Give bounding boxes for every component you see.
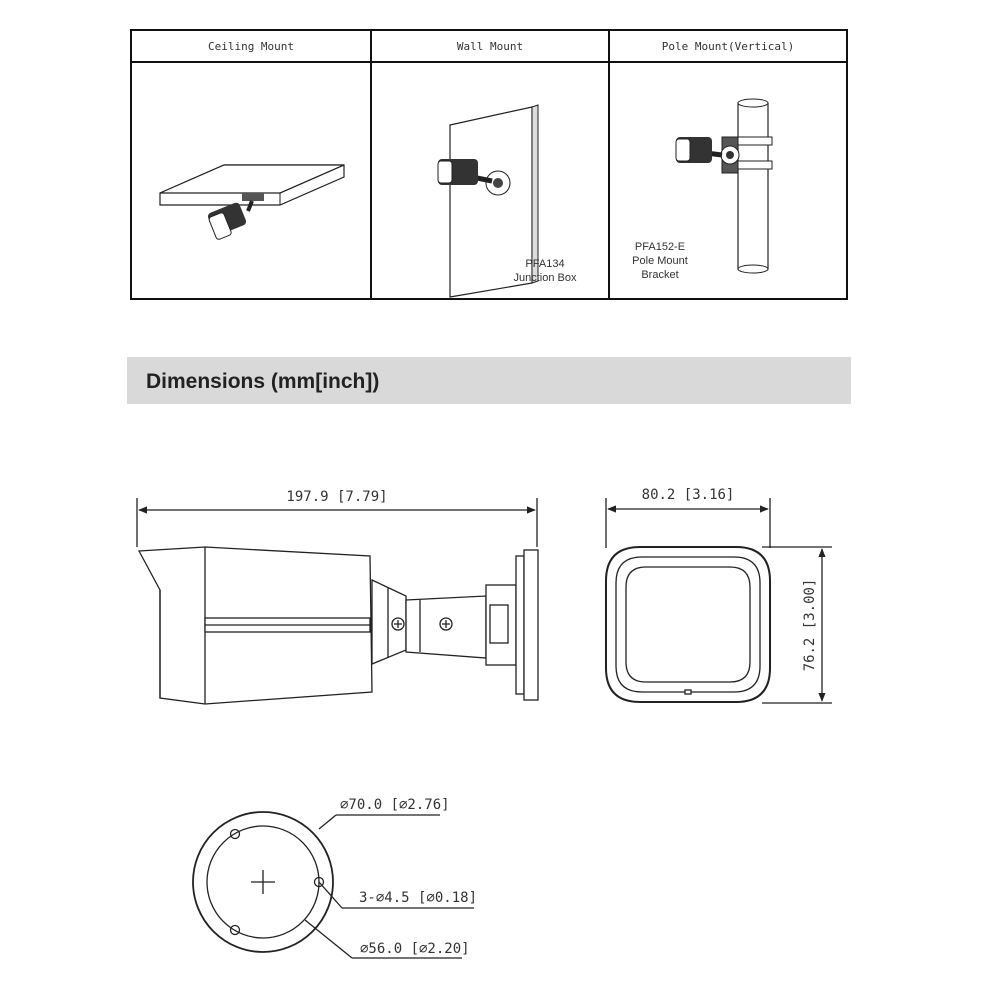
- wall-mount-caption-line-1: PFA134: [525, 258, 565, 270]
- wall-mount-caption-line-2: Junction Box: [513, 272, 577, 284]
- side-length-label: 197.9 [7.79]: [286, 489, 388, 505]
- front-height-label: 76.2 [3.00]: [802, 578, 818, 672]
- wall-mount-header: Wall Mount: [372, 31, 608, 63]
- base-outer-diameter-label: ⌀70.0 [⌀2.76]: [340, 797, 450, 813]
- pole-mount-header: Pole Mount(Vertical): [610, 31, 846, 63]
- front-view-drawing: [606, 498, 832, 703]
- side-view-drawing: [137, 498, 538, 704]
- base-holes-label: 3-⌀4.5 [⌀0.18]: [359, 890, 478, 906]
- dimensions-title: Dimensions (mm[inch]): [146, 370, 380, 393]
- ceiling-mount-header: Ceiling Mount: [132, 31, 370, 63]
- base-view-drawing: [193, 812, 474, 958]
- pole-mount-caption-line-3: Bracket: [641, 269, 679, 281]
- pole-mount-caption-line-2: Pole Mount: [632, 255, 688, 267]
- front-width-label: 80.2 [3.16]: [641, 487, 735, 503]
- pole-mount-caption-line-1: PFA152-E: [634, 241, 686, 253]
- base-inner-diameter-label: ⌀56.0 [⌀2.20]: [360, 941, 470, 957]
